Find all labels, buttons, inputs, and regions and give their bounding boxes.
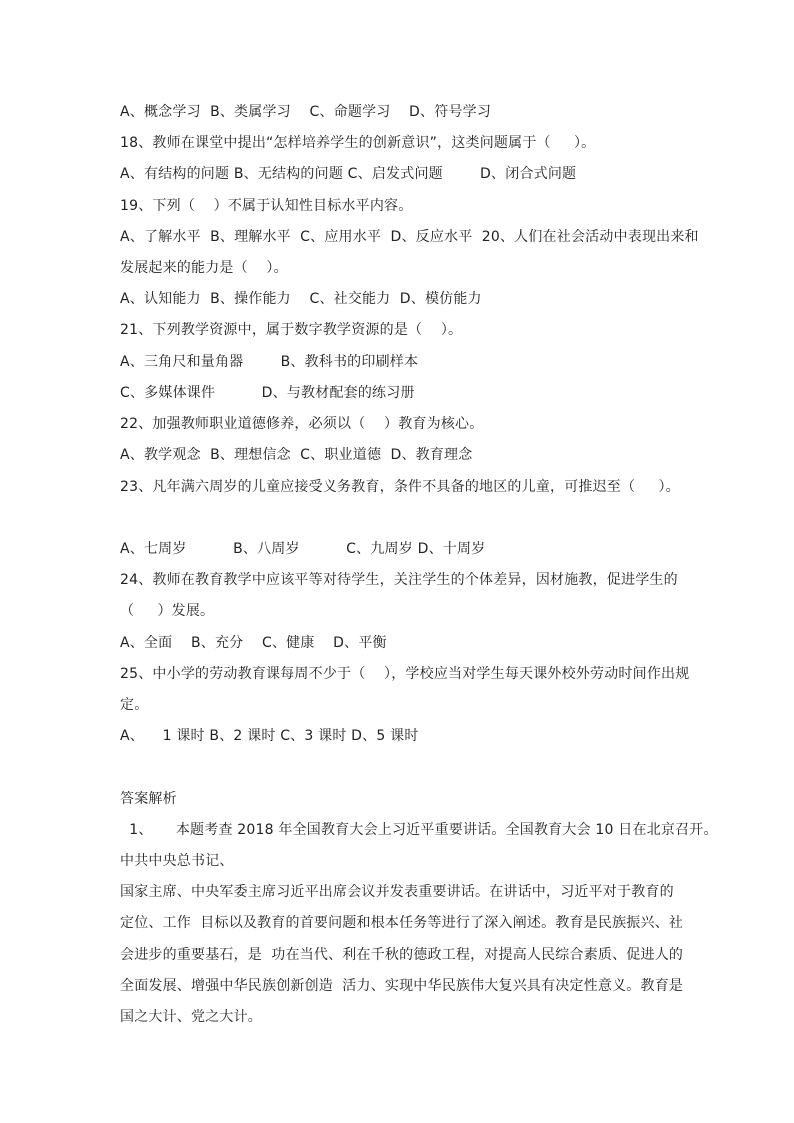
q21-options-ab: A、三角尺和量角器 B、教科书的印刷样本 — [120, 354, 419, 370]
q23-question: 23、凡年满六周岁的儿童应接受义务教育，条件不具备的地区的儿童，可推迟至（ ）。 — [120, 479, 680, 495]
answer-1-line-4: 定位、工作 目标以及教育的首要问题和根本任务等进行了深入阐述。教育是民族振兴、社 — [120, 915, 684, 931]
q25-question: 25、中小学的劳动教育课每周不少于（ ），学校应当对学生每天课外校外劳动时间作出规 — [120, 666, 690, 682]
answer-heading: 答案解析 — [120, 791, 177, 807]
q19-question: 19、下列（ ）不属于认知性目标水平内容。 — [120, 198, 413, 214]
q25-options: A、 1 课时 B、2 课时 C、3 课时 D、5 课时 — [120, 728, 419, 744]
q24-options: A、全面 B、充分 C、健康 D、平衡 — [120, 635, 387, 651]
q20-options: A、认知能力 B、操作能力 C、社交能力 D、模仿能力 — [120, 291, 482, 307]
answer-1-line-3: 国家主席、中央军委主席习近平出席会议并发表重要讲话。在讲话中，习近平对于教育的 — [120, 884, 674, 900]
q25-question-cont: 定。 — [120, 697, 149, 713]
answer-1-line-6: 全面发展、增强中华民族创新创造 活力、实现中华民族伟大复兴具有决定性意义。教育是 — [120, 978, 684, 994]
q18-options: A、有结构的问题 B、无结构的问题 C、启发式问题 D、闭合式问题 — [120, 166, 577, 182]
q21-options-cd: C、多媒体课件 D、与教材配套的练习册 — [120, 385, 415, 401]
q22-options: A、教学观念 B、理想信念 C、职业道德 D、教育理念 — [120, 447, 473, 463]
q24-question-cont: （ ）发展。 — [120, 603, 215, 619]
q21-question: 21、下列教学资源中，属于数字教学资源的是（ ）。 — [120, 322, 463, 338]
q19-options-q20-question: A、了解水平 B、理解水平 C、应用水平 D、反应水平 20、人们在社会活动中表现出来和 — [120, 229, 699, 245]
answer-1-line-2: 中共中央总书记、 — [120, 853, 234, 869]
answer-1-line-7: 国之大计、党之大计。 — [120, 1009, 262, 1025]
q20-question-cont: 发展起来的能力是（ ）。 — [120, 260, 288, 276]
q22-question: 22、加强教师职业道德修养，必须以（ ）教育为核心。 — [120, 416, 484, 432]
answer-1-line-5: 会进步的重要基石，是 功在当代、利在千秋的德政工程，对提高人民综合素质、促进人的 — [120, 947, 684, 963]
answer-1-line-1: 1、 本题考查 2018 年全国教育大会上习近平重要讲话。全国教育大会 10 日在北京召开。 — [120, 822, 718, 838]
q18-question: 18、教师在课堂中提出“怎样培养学生的创新意识”，这类问题属于（ ）。 — [120, 135, 596, 151]
q23-options: A、七周岁 B、八周岁 C、九周岁 D、十周岁 — [120, 541, 486, 557]
q17-options: A、概念学习 B、类属学习 C、命题学习 D、符号学习 — [120, 104, 492, 120]
q24-question: 24、教师在教育教学中应该平等对待学生，关注学生的个体差异，因材施教，促进学生的 — [120, 572, 678, 588]
